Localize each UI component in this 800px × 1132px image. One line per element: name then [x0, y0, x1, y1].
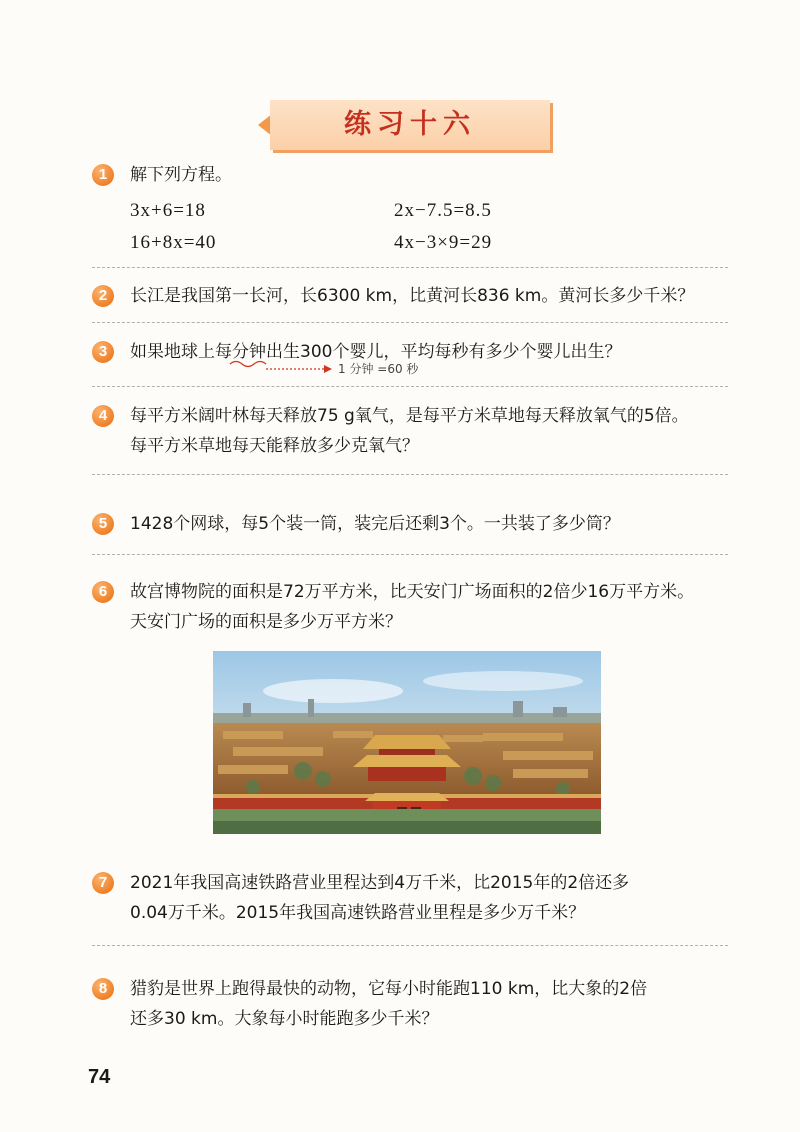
divider: [92, 322, 728, 323]
problem-8-line-1: 猎豹是世界上跑得最快的动物，它每小时能跑110 km，比大象的2倍: [130, 979, 648, 999]
problem-number-8: 8: [92, 978, 114, 1000]
note-pointer-arrow: [228, 360, 340, 376]
page-title: 练习十六: [344, 109, 476, 140]
problem-number-7: 7: [92, 872, 114, 894]
equation-1d: 4x−3×9=29: [394, 232, 493, 253]
problem-1-text: 解下列方程。: [130, 165, 232, 185]
divider: [92, 267, 728, 268]
problem-7-line-2: 0.04万千米。2015年我国高速铁路营业里程是多少万千米？: [130, 903, 586, 923]
equation-1c: 16+8x=40: [130, 232, 217, 253]
problem-2-text: 长江是我国第一长河，长6300 km，比黄河长836 km。黄河长多少千米？: [130, 286, 695, 306]
problem-6-line-2: 天安门广场的面积是多少万平方米？: [130, 612, 402, 632]
divider: [92, 554, 728, 555]
problem-number-2: 2: [92, 285, 114, 307]
problem-4-line-1: 每平方米阔叶林每天释放75 g氧气，是每平方米草地每天释放氧气的5倍。: [130, 406, 689, 426]
divider: [92, 386, 728, 387]
problem-number-5: 5: [92, 513, 114, 535]
problem-number-3: 3: [92, 341, 114, 363]
title-banner: [258, 100, 550, 150]
divider: [92, 474, 728, 475]
problem-3-text: 如果地球上每分钟出生300个婴儿，平均每秒有多少个婴儿出生？: [130, 342, 622, 362]
problem-number-4: 4: [92, 405, 114, 427]
equation-1b: 2x−7.5=8.5: [394, 200, 492, 221]
forbidden-city-photo: [213, 651, 601, 834]
equation-1a: 3x+6=18: [130, 200, 206, 221]
divider: [92, 945, 728, 946]
page-number: 74: [88, 1066, 111, 1088]
problem-6-line-1: 故宫博物院的面积是72万平方米，比天安门广场面积的2倍少16万平方米。: [130, 582, 695, 602]
problem-7-line-1: 2021年我国高速铁路营业里程达到4万千米，比2015年的2倍还多: [130, 873, 630, 893]
problem-number-1: 1: [92, 164, 114, 186]
problem-5-text: 1428个网球，每5个装一筒，装完后还剩3个。一共装了多少筒？: [130, 514, 620, 534]
problem-4-line-2: 每平方米草地每天能释放多少克氧气？: [130, 436, 419, 456]
problem-8-line-2: 还多30 km。大象每小时能跑多少千米？: [130, 1009, 439, 1029]
problem-number-6: 6: [92, 581, 114, 603]
hint-note: 1 分钟 =60 秒: [338, 362, 419, 376]
